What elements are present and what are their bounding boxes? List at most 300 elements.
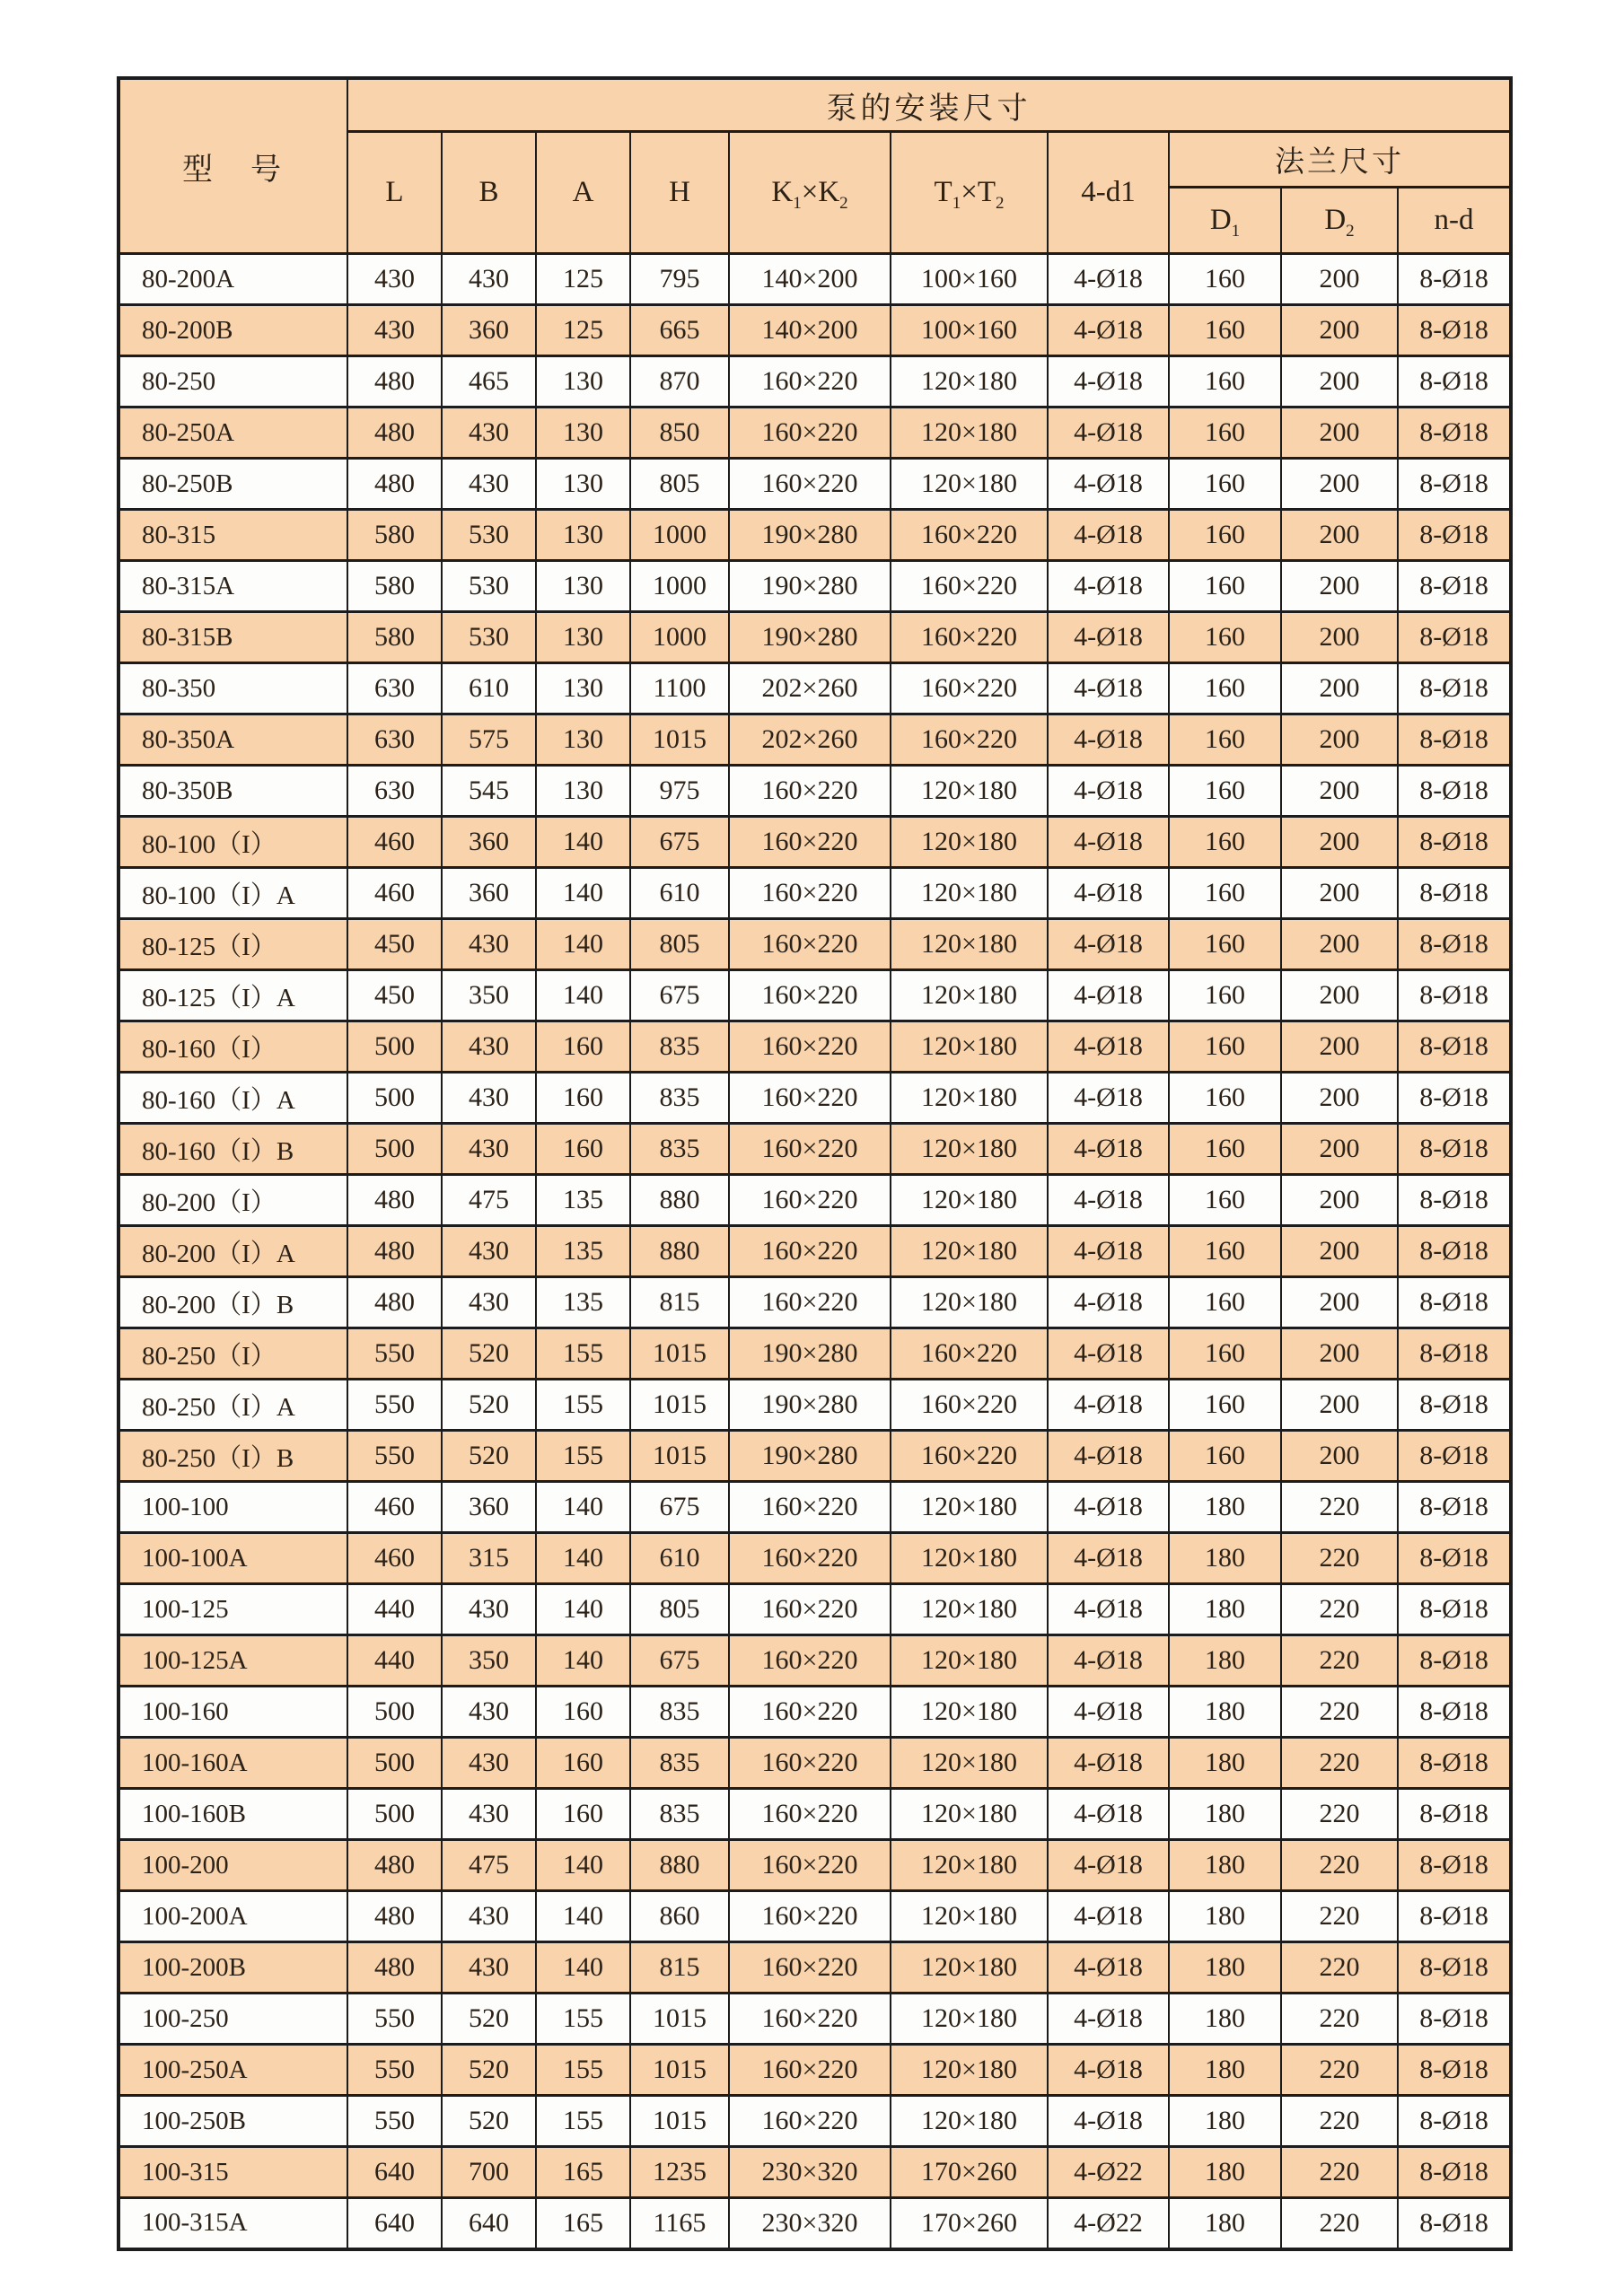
cell-A: 155 bbox=[536, 1431, 630, 1482]
cell-k1xk2: 190×280 bbox=[729, 1380, 891, 1431]
cell-d2: 220 bbox=[1281, 2045, 1398, 2096]
cell-H: 815 bbox=[630, 1277, 729, 1328]
cell-A: 140 bbox=[536, 1840, 630, 1891]
cell-B: 520 bbox=[442, 2045, 536, 2096]
cell-d2: 200 bbox=[1281, 407, 1398, 459]
cell-B: 430 bbox=[442, 1891, 536, 1942]
cell-d2: 220 bbox=[1281, 1533, 1398, 1584]
cell-nd: 8-Ø18 bbox=[1398, 1277, 1511, 1328]
cell-4d1: 4-Ø22 bbox=[1048, 2198, 1169, 2249]
cell-d2: 200 bbox=[1281, 970, 1398, 1021]
cell-model: 80-350 bbox=[119, 663, 347, 714]
cell-d2: 200 bbox=[1281, 1021, 1398, 1073]
cell-A: 140 bbox=[536, 919, 630, 970]
cell-H: 805 bbox=[630, 1584, 729, 1635]
cell-d1: 180 bbox=[1169, 1891, 1281, 1942]
cell-4d1: 4-Ø18 bbox=[1048, 1380, 1169, 1431]
cell-4d1: 4-Ø22 bbox=[1048, 2147, 1169, 2198]
cell-A: 140 bbox=[536, 970, 630, 1021]
cell-k1xk2: 160×220 bbox=[729, 1482, 891, 1533]
cell-L: 460 bbox=[347, 1533, 442, 1584]
cell-H: 1100 bbox=[630, 663, 729, 714]
cell-t1xt2: 120×180 bbox=[891, 1789, 1048, 1840]
cell-L: 550 bbox=[347, 2045, 442, 2096]
cell-model: 80-160（I）B bbox=[119, 1124, 347, 1175]
cell-B: 350 bbox=[442, 970, 536, 1021]
cell-k1xk2: 160×220 bbox=[729, 2045, 891, 2096]
cell-t1xt2: 120×180 bbox=[891, 1175, 1048, 1226]
cell-k1xk2: 190×280 bbox=[729, 612, 891, 663]
cell-L: 440 bbox=[347, 1635, 442, 1687]
cell-B: 430 bbox=[442, 1124, 536, 1175]
table-row bbox=[119, 305, 1511, 356]
cell-model: 100-100 bbox=[119, 1482, 347, 1533]
cell-d2: 220 bbox=[1281, 2198, 1398, 2249]
cell-4d1: 4-Ø18 bbox=[1048, 612, 1169, 663]
table-row bbox=[119, 1073, 1511, 1124]
cell-k1xk2: 160×220 bbox=[729, 1891, 891, 1942]
cell-4d1: 4-Ø18 bbox=[1048, 1789, 1169, 1840]
cell-A: 155 bbox=[536, 2096, 630, 2147]
cell-A: 140 bbox=[536, 1635, 630, 1687]
cell-t1xt2: 120×180 bbox=[891, 2045, 1048, 2096]
cell-nd: 8-Ø18 bbox=[1398, 1635, 1511, 1687]
cell-H: 610 bbox=[630, 868, 729, 919]
cell-d1: 160 bbox=[1169, 1277, 1281, 1328]
cell-L: 580 bbox=[347, 561, 442, 612]
cell-A: 130 bbox=[536, 356, 630, 407]
cell-nd: 8-Ø18 bbox=[1398, 1226, 1511, 1277]
cell-B: 640 bbox=[442, 2198, 536, 2249]
cell-B: 610 bbox=[442, 663, 536, 714]
cell-d1: 180 bbox=[1169, 1789, 1281, 1840]
cell-model: 80-200B bbox=[119, 305, 347, 356]
cell-A: 140 bbox=[536, 868, 630, 919]
cell-4d1: 4-Ø18 bbox=[1048, 407, 1169, 459]
header-col-B: B bbox=[442, 132, 536, 254]
cell-nd: 8-Ø18 bbox=[1398, 714, 1511, 766]
cell-H: 1235 bbox=[630, 2147, 729, 2198]
cell-4d1: 4-Ø18 bbox=[1048, 1482, 1169, 1533]
cell-A: 130 bbox=[536, 714, 630, 766]
cell-4d1: 4-Ø18 bbox=[1048, 1840, 1169, 1891]
cell-k1xk2: 160×220 bbox=[729, 1738, 891, 1789]
header-install-dimensions: 泵的安装尺寸 bbox=[347, 78, 1511, 132]
cell-t1xt2: 160×220 bbox=[891, 612, 1048, 663]
cell-d2: 200 bbox=[1281, 868, 1398, 919]
table-row bbox=[119, 1840, 1511, 1891]
cell-B: 430 bbox=[442, 1073, 536, 1124]
cell-k1xk2: 202×260 bbox=[729, 663, 891, 714]
cell-t1xt2: 120×180 bbox=[891, 1226, 1048, 1277]
cell-nd: 8-Ø18 bbox=[1398, 1175, 1511, 1226]
cell-4d1: 4-Ø18 bbox=[1048, 1073, 1169, 1124]
cell-k1xk2: 190×280 bbox=[729, 510, 891, 561]
cell-L: 480 bbox=[347, 356, 442, 407]
cell-L: 500 bbox=[347, 1789, 442, 1840]
cell-d2: 220 bbox=[1281, 1584, 1398, 1635]
cell-model: 100-250B bbox=[119, 2096, 347, 2147]
cell-d1: 160 bbox=[1169, 766, 1281, 817]
cell-d2: 220 bbox=[1281, 1635, 1398, 1687]
table-row bbox=[119, 919, 1511, 970]
cell-k1xk2: 160×220 bbox=[729, 1840, 891, 1891]
header-col-4d1: 4-d1 bbox=[1048, 132, 1169, 254]
cell-A: 160 bbox=[536, 1124, 630, 1175]
table-row bbox=[119, 766, 1511, 817]
cell-nd: 8-Ø18 bbox=[1398, 868, 1511, 919]
cell-k1xk2: 160×220 bbox=[729, 1277, 891, 1328]
cell-d2: 200 bbox=[1281, 1277, 1398, 1328]
cell-H: 835 bbox=[630, 1021, 729, 1073]
cell-L: 450 bbox=[347, 919, 442, 970]
cell-d2: 220 bbox=[1281, 1942, 1398, 1994]
cell-A: 160 bbox=[536, 1738, 630, 1789]
cell-d2: 220 bbox=[1281, 1994, 1398, 2045]
cell-A: 140 bbox=[536, 1533, 630, 1584]
cell-model: 80-100（I）A bbox=[119, 868, 347, 919]
cell-4d1: 4-Ø18 bbox=[1048, 1891, 1169, 1942]
cell-d2: 200 bbox=[1281, 1073, 1398, 1124]
cell-4d1: 4-Ø18 bbox=[1048, 510, 1169, 561]
cell-d1: 160 bbox=[1169, 1380, 1281, 1431]
cell-model: 100-125A bbox=[119, 1635, 347, 1687]
cell-A: 160 bbox=[536, 1073, 630, 1124]
cell-B: 430 bbox=[442, 1738, 536, 1789]
table-row bbox=[119, 2045, 1511, 2096]
cell-L: 480 bbox=[347, 1942, 442, 1994]
cell-t1xt2: 120×180 bbox=[891, 1635, 1048, 1687]
header-model: 型 号 bbox=[119, 78, 347, 254]
cell-d1: 180 bbox=[1169, 1687, 1281, 1738]
cell-B: 520 bbox=[442, 1994, 536, 2045]
cell-nd: 8-Ø18 bbox=[1398, 1073, 1511, 1124]
cell-H: 675 bbox=[630, 817, 729, 868]
cell-model: 80-350B bbox=[119, 766, 347, 817]
cell-model: 100-250 bbox=[119, 1994, 347, 2045]
cell-B: 430 bbox=[442, 1226, 536, 1277]
cell-A: 155 bbox=[536, 1994, 630, 2045]
cell-k1xk2: 202×260 bbox=[729, 714, 891, 766]
cell-t1xt2: 120×180 bbox=[891, 1124, 1048, 1175]
cell-d2: 200 bbox=[1281, 714, 1398, 766]
cell-model: 80-250 bbox=[119, 356, 347, 407]
cell-t1xt2: 120×180 bbox=[891, 1277, 1048, 1328]
cell-L: 480 bbox=[347, 407, 442, 459]
cell-A: 125 bbox=[536, 254, 630, 305]
cell-model: 80-100（I） bbox=[119, 817, 347, 868]
cell-B: 430 bbox=[442, 407, 536, 459]
cell-B: 700 bbox=[442, 2147, 536, 2198]
cell-k1xk2: 160×220 bbox=[729, 1942, 891, 1994]
cell-H: 835 bbox=[630, 1073, 729, 1124]
cell-H: 1015 bbox=[630, 1994, 729, 2045]
table-row bbox=[119, 1226, 1511, 1277]
cell-A: 140 bbox=[536, 1891, 630, 1942]
cell-L: 550 bbox=[347, 1994, 442, 2045]
cell-B: 430 bbox=[442, 1942, 536, 1994]
cell-d1: 160 bbox=[1169, 919, 1281, 970]
cell-t1xt2: 120×180 bbox=[891, 2096, 1048, 2147]
cell-model: 100-160A bbox=[119, 1738, 347, 1789]
cell-4d1: 4-Ø18 bbox=[1048, 459, 1169, 510]
cell-L: 500 bbox=[347, 1124, 442, 1175]
cell-H: 1015 bbox=[630, 2096, 729, 2147]
cell-d2: 200 bbox=[1281, 1124, 1398, 1175]
cell-d1: 160 bbox=[1169, 305, 1281, 356]
table-row bbox=[119, 1175, 1511, 1226]
cell-k1xk2: 160×220 bbox=[729, 1073, 891, 1124]
header-col-nd: n-d bbox=[1398, 188, 1511, 254]
cell-H: 1015 bbox=[630, 714, 729, 766]
cell-model: 80-250（I） bbox=[119, 1328, 347, 1380]
cell-model: 80-250（I）B bbox=[119, 1431, 347, 1482]
cell-d1: 180 bbox=[1169, 2147, 1281, 2198]
cell-k1xk2: 190×280 bbox=[729, 1328, 891, 1380]
cell-A: 130 bbox=[536, 561, 630, 612]
cell-k1xk2: 160×220 bbox=[729, 970, 891, 1021]
cell-model: 80-200（I）A bbox=[119, 1226, 347, 1277]
cell-B: 360 bbox=[442, 868, 536, 919]
cell-nd: 8-Ø18 bbox=[1398, 1738, 1511, 1789]
cell-B: 430 bbox=[442, 919, 536, 970]
cell-H: 1015 bbox=[630, 1431, 729, 1482]
cell-d1: 160 bbox=[1169, 407, 1281, 459]
header-col-L: L bbox=[347, 132, 442, 254]
cell-L: 550 bbox=[347, 2096, 442, 2147]
cell-d1: 180 bbox=[1169, 2096, 1281, 2147]
pump-dimensions-table bbox=[117, 76, 1513, 2251]
cell-4d1: 4-Ø18 bbox=[1048, 817, 1169, 868]
cell-k1xk2: 160×220 bbox=[729, 1687, 891, 1738]
cell-model: 100-315A bbox=[119, 2198, 347, 2249]
cell-B: 430 bbox=[442, 254, 536, 305]
cell-H: 805 bbox=[630, 919, 729, 970]
cell-model: 80-200（I） bbox=[119, 1175, 347, 1226]
cell-A: 130 bbox=[536, 663, 630, 714]
cell-nd: 8-Ø18 bbox=[1398, 1891, 1511, 1942]
cell-B: 430 bbox=[442, 1687, 536, 1738]
table-row bbox=[119, 970, 1511, 1021]
cell-k1xk2: 190×280 bbox=[729, 561, 891, 612]
cell-d1: 160 bbox=[1169, 1021, 1281, 1073]
cell-H: 675 bbox=[630, 970, 729, 1021]
cell-nd: 8-Ø18 bbox=[1398, 1021, 1511, 1073]
cell-B: 465 bbox=[442, 356, 536, 407]
cell-L: 580 bbox=[347, 612, 442, 663]
cell-H: 880 bbox=[630, 1226, 729, 1277]
cell-k1xk2: 140×200 bbox=[729, 305, 891, 356]
cell-L: 500 bbox=[347, 1738, 442, 1789]
table-row bbox=[119, 1584, 1511, 1635]
cell-d2: 200 bbox=[1281, 254, 1398, 305]
cell-t1xt2: 160×220 bbox=[891, 663, 1048, 714]
cell-model: 100-315 bbox=[119, 2147, 347, 2198]
cell-4d1: 4-Ø18 bbox=[1048, 305, 1169, 356]
cell-H: 1015 bbox=[630, 2045, 729, 2096]
cell-H: 835 bbox=[630, 1738, 729, 1789]
cell-t1xt2: 120×180 bbox=[891, 459, 1048, 510]
cell-t1xt2: 160×220 bbox=[891, 561, 1048, 612]
cell-A: 130 bbox=[536, 612, 630, 663]
cell-nd: 8-Ø18 bbox=[1398, 561, 1511, 612]
cell-4d1: 4-Ø18 bbox=[1048, 561, 1169, 612]
cell-4d1: 4-Ø18 bbox=[1048, 868, 1169, 919]
cell-4d1: 4-Ø18 bbox=[1048, 1533, 1169, 1584]
cell-L: 480 bbox=[347, 1226, 442, 1277]
cell-model: 80-315A bbox=[119, 561, 347, 612]
cell-d2: 220 bbox=[1281, 1789, 1398, 1840]
cell-t1xt2: 120×180 bbox=[891, 356, 1048, 407]
cell-A: 135 bbox=[536, 1226, 630, 1277]
cell-t1xt2: 120×180 bbox=[891, 919, 1048, 970]
cell-4d1: 4-Ø18 bbox=[1048, 1994, 1169, 2045]
cell-L: 480 bbox=[347, 1175, 442, 1226]
cell-nd: 8-Ø18 bbox=[1398, 1533, 1511, 1584]
cell-4d1: 4-Ø18 bbox=[1048, 1635, 1169, 1687]
cell-model: 100-125 bbox=[119, 1584, 347, 1635]
table-row bbox=[119, 612, 1511, 663]
table-row bbox=[119, 2096, 1511, 2147]
cell-nd: 8-Ø18 bbox=[1398, 356, 1511, 407]
cell-4d1: 4-Ø18 bbox=[1048, 1738, 1169, 1789]
cell-A: 155 bbox=[536, 1328, 630, 1380]
cell-k1xk2: 160×220 bbox=[729, 1226, 891, 1277]
cell-model: 100-100A bbox=[119, 1533, 347, 1584]
cell-B: 350 bbox=[442, 1635, 536, 1687]
cell-nd: 8-Ø18 bbox=[1398, 1124, 1511, 1175]
cell-d2: 200 bbox=[1281, 1380, 1398, 1431]
cell-d1: 160 bbox=[1169, 1175, 1281, 1226]
cell-t1xt2: 160×220 bbox=[891, 1328, 1048, 1380]
table-row bbox=[119, 459, 1511, 510]
cell-model: 100-160B bbox=[119, 1789, 347, 1840]
cell-model: 80-250B bbox=[119, 459, 347, 510]
table-row bbox=[119, 1328, 1511, 1380]
cell-d2: 220 bbox=[1281, 2096, 1398, 2147]
cell-model: 80-250A bbox=[119, 407, 347, 459]
cell-nd: 8-Ø18 bbox=[1398, 663, 1511, 714]
cell-d2: 220 bbox=[1281, 1840, 1398, 1891]
cell-A: 135 bbox=[536, 1277, 630, 1328]
cell-A: 140 bbox=[536, 1482, 630, 1533]
cell-t1xt2: 120×180 bbox=[891, 1840, 1048, 1891]
cell-t1xt2: 100×160 bbox=[891, 305, 1048, 356]
cell-model: 100-200A bbox=[119, 1891, 347, 1942]
cell-4d1: 4-Ø18 bbox=[1048, 1277, 1169, 1328]
cell-d2: 220 bbox=[1281, 1738, 1398, 1789]
cell-d1: 160 bbox=[1169, 970, 1281, 1021]
cell-H: 815 bbox=[630, 1942, 729, 1994]
cell-L: 480 bbox=[347, 459, 442, 510]
cell-k1xk2: 190×280 bbox=[729, 1431, 891, 1482]
header-col-d1: $D_1$ bbox=[1169, 188, 1281, 254]
cell-L: 460 bbox=[347, 817, 442, 868]
cell-model: 80-125（I） bbox=[119, 919, 347, 970]
table-row bbox=[119, 561, 1511, 612]
cell-L: 500 bbox=[347, 1021, 442, 1073]
cell-k1xk2: 160×220 bbox=[729, 1124, 891, 1175]
cell-A: 130 bbox=[536, 459, 630, 510]
cell-d2: 220 bbox=[1281, 1891, 1398, 1942]
cell-t1xt2: 100×160 bbox=[891, 254, 1048, 305]
cell-H: 675 bbox=[630, 1635, 729, 1687]
cell-k1xk2: 160×220 bbox=[729, 1584, 891, 1635]
cell-k1xk2: 160×220 bbox=[729, 407, 891, 459]
cell-nd: 8-Ø18 bbox=[1398, 459, 1511, 510]
cell-k1xk2: 230×320 bbox=[729, 2147, 891, 2198]
table-row bbox=[119, 1994, 1511, 2045]
cell-t1xt2: 120×180 bbox=[891, 868, 1048, 919]
cell-4d1: 4-Ø18 bbox=[1048, 1124, 1169, 1175]
cell-L: 580 bbox=[347, 510, 442, 561]
table-row bbox=[119, 254, 1511, 305]
cell-B: 430 bbox=[442, 459, 536, 510]
cell-nd: 8-Ø18 bbox=[1398, 1328, 1511, 1380]
cell-H: 795 bbox=[630, 254, 729, 305]
cell-d2: 200 bbox=[1281, 766, 1398, 817]
cell-A: 130 bbox=[536, 510, 630, 561]
cell-4d1: 4-Ø18 bbox=[1048, 2096, 1169, 2147]
cell-nd: 8-Ø18 bbox=[1398, 1942, 1511, 1994]
cell-H: 665 bbox=[630, 305, 729, 356]
header-col-k1xk2: $K_1\times K_2$ bbox=[729, 132, 891, 254]
cell-H: 1000 bbox=[630, 510, 729, 561]
cell-L: 460 bbox=[347, 1482, 442, 1533]
cell-H: 835 bbox=[630, 1687, 729, 1738]
cell-model: 80-200A bbox=[119, 254, 347, 305]
cell-d2: 200 bbox=[1281, 1431, 1398, 1482]
cell-nd: 8-Ø18 bbox=[1398, 2198, 1511, 2249]
cell-model: 100-200 bbox=[119, 1840, 347, 1891]
cell-A: 135 bbox=[536, 1175, 630, 1226]
cell-4d1: 4-Ø18 bbox=[1048, 254, 1169, 305]
cell-H: 675 bbox=[630, 1482, 729, 1533]
cell-A: 155 bbox=[536, 2045, 630, 2096]
cell-t1xt2: 120×180 bbox=[891, 1891, 1048, 1942]
cell-L: 480 bbox=[347, 1277, 442, 1328]
cell-L: 550 bbox=[347, 1328, 442, 1380]
cell-B: 360 bbox=[442, 305, 536, 356]
cell-L: 480 bbox=[347, 1840, 442, 1891]
cell-d1: 160 bbox=[1169, 612, 1281, 663]
cell-B: 530 bbox=[442, 561, 536, 612]
cell-nd: 8-Ø18 bbox=[1398, 1840, 1511, 1891]
cell-A: 165 bbox=[536, 2147, 630, 2198]
header-col-t1xt2: $T_1\times T_2$ bbox=[891, 132, 1048, 254]
table-row bbox=[119, 1891, 1511, 1942]
cell-d1: 180 bbox=[1169, 1533, 1281, 1584]
header-flange-dimensions: 法兰尺寸 bbox=[1169, 132, 1511, 188]
cell-L: 430 bbox=[347, 254, 442, 305]
cell-t1xt2: 160×220 bbox=[891, 510, 1048, 561]
cell-k1xk2: 160×220 bbox=[729, 1635, 891, 1687]
header-row-group bbox=[119, 78, 1511, 132]
cell-A: 130 bbox=[536, 766, 630, 817]
cell-A: 140 bbox=[536, 1584, 630, 1635]
cell-nd: 8-Ø18 bbox=[1398, 1789, 1511, 1840]
cell-H: 880 bbox=[630, 1840, 729, 1891]
cell-t1xt2: 120×180 bbox=[891, 817, 1048, 868]
cell-H: 835 bbox=[630, 1789, 729, 1840]
cell-L: 500 bbox=[347, 1073, 442, 1124]
cell-t1xt2: 120×180 bbox=[891, 1533, 1048, 1584]
cell-L: 550 bbox=[347, 1431, 442, 1482]
cell-d1: 160 bbox=[1169, 561, 1281, 612]
cell-t1xt2: 120×180 bbox=[891, 407, 1048, 459]
cell-B: 475 bbox=[442, 1175, 536, 1226]
cell-B: 315 bbox=[442, 1533, 536, 1584]
